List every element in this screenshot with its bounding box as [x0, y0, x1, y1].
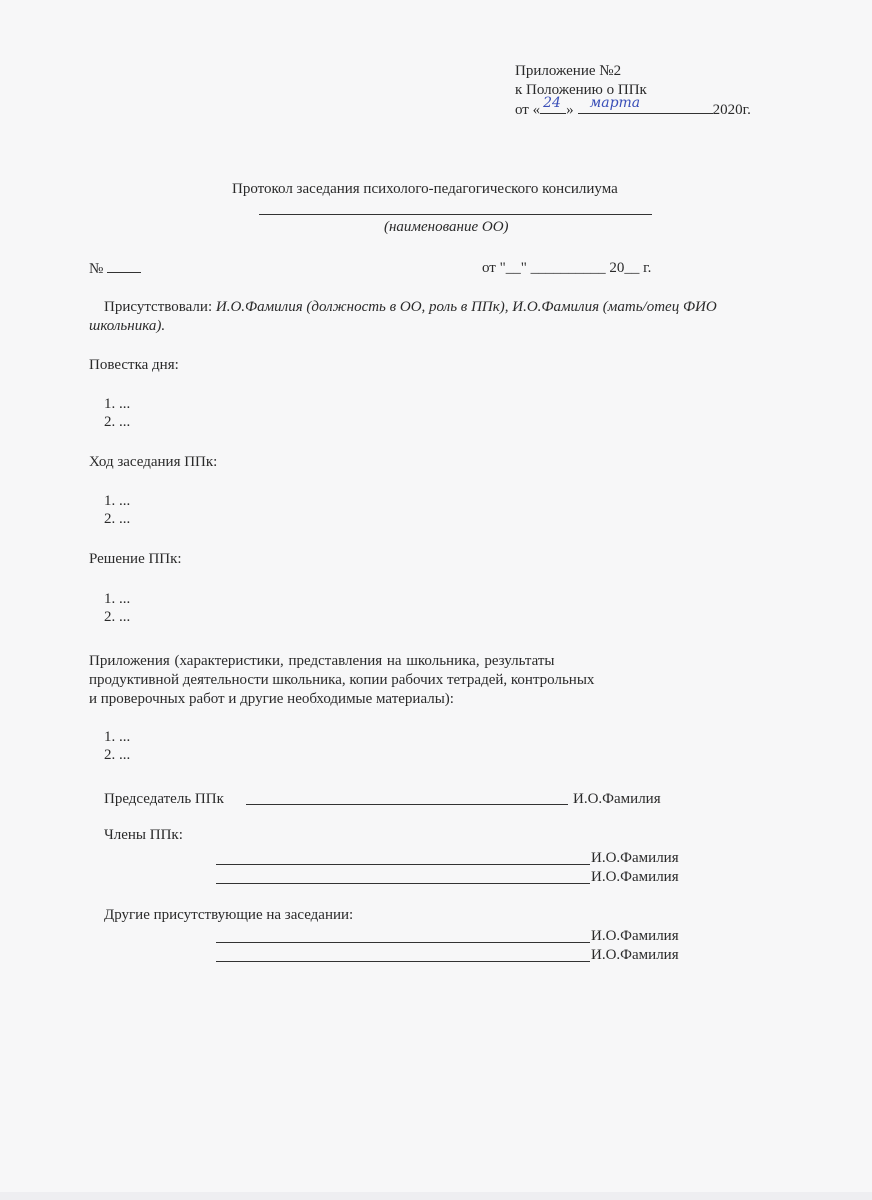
member-name: И.О.Фамилия — [591, 869, 679, 885]
member-signature-line — [216, 883, 590, 884]
other-name: И.О.Фамилия — [591, 947, 679, 963]
member-signature-line — [216, 864, 590, 865]
handwritten-month: марта — [589, 95, 641, 111]
decision-heading: Решение ППк: — [89, 551, 182, 567]
date-month-field — [578, 95, 713, 114]
attendance-line2: школьника). — [89, 318, 166, 334]
agenda-item: 1. ... — [104, 396, 131, 412]
attendance-line1 — [104, 298, 717, 316]
attachments-line2: продуктивной деятельности школьника, копии рабочих тетрадей, контрольных — [89, 672, 595, 688]
other-signature-line — [216, 961, 590, 962]
header-date — [515, 95, 751, 119]
decision-item: 1. ... — [104, 591, 131, 607]
date-mid: » — [566, 102, 574, 118]
chair-name: И.О.Фамилия — [573, 791, 661, 807]
proceedings-heading: Ход заседания ППк: — [89, 454, 218, 470]
appendix-label: Приложение №2 — [515, 63, 622, 79]
attachment-item: 1. ... — [104, 729, 131, 745]
date-prefix: от « — [515, 102, 541, 118]
proceedings-item: 1. ... — [104, 493, 131, 509]
attachments-line3: и проверочных работ и другие необходимые материалы): — [89, 691, 454, 707]
date-day-field — [540, 95, 566, 114]
other-signature-line — [216, 942, 590, 943]
regulation-label: к Положению о ППк — [515, 82, 647, 98]
chair-signature-line — [246, 804, 568, 805]
members-label: Члены ППк: — [104, 827, 183, 843]
number-field — [107, 259, 141, 273]
attachments-line1: Приложения (характеристики, представления на школьника, результаты — [89, 653, 555, 669]
handwritten-day: 24 — [543, 95, 561, 111]
attendance-text: И.О.Фамилия (должность в ОО, роль в ППк), И.О.Фамилия (мать/отец ФИО — [215, 299, 717, 315]
agenda-heading: Повестка дня: — [89, 357, 179, 373]
agenda-item: 2. ... — [104, 414, 131, 430]
proceedings-item: 2. ... — [104, 511, 131, 527]
attendance-label: Присутствовали: — [104, 299, 213, 315]
decision-item: 2. ... — [104, 609, 131, 625]
protocol-date: от "__" __________ 20__ г. — [482, 260, 652, 276]
org-name-line — [259, 214, 652, 215]
attachment-item: 2. ... — [104, 747, 131, 763]
protocol-number — [89, 259, 141, 278]
others-label: Другие присутствующие на заседании: — [104, 907, 354, 923]
chair-label: Председатель ППк — [104, 791, 224, 807]
document-title: Протокол заседания психолого-педагогического консилиума — [232, 181, 618, 197]
other-name: И.О.Фамилия — [591, 928, 679, 944]
number-label: № — [89, 261, 104, 277]
scan-bottom-edge — [0, 1192, 872, 1200]
member-name: И.О.Фамилия — [591, 850, 679, 866]
org-name-caption: (наименование ОО) — [384, 219, 509, 235]
date-year: 2020г. — [712, 102, 751, 118]
